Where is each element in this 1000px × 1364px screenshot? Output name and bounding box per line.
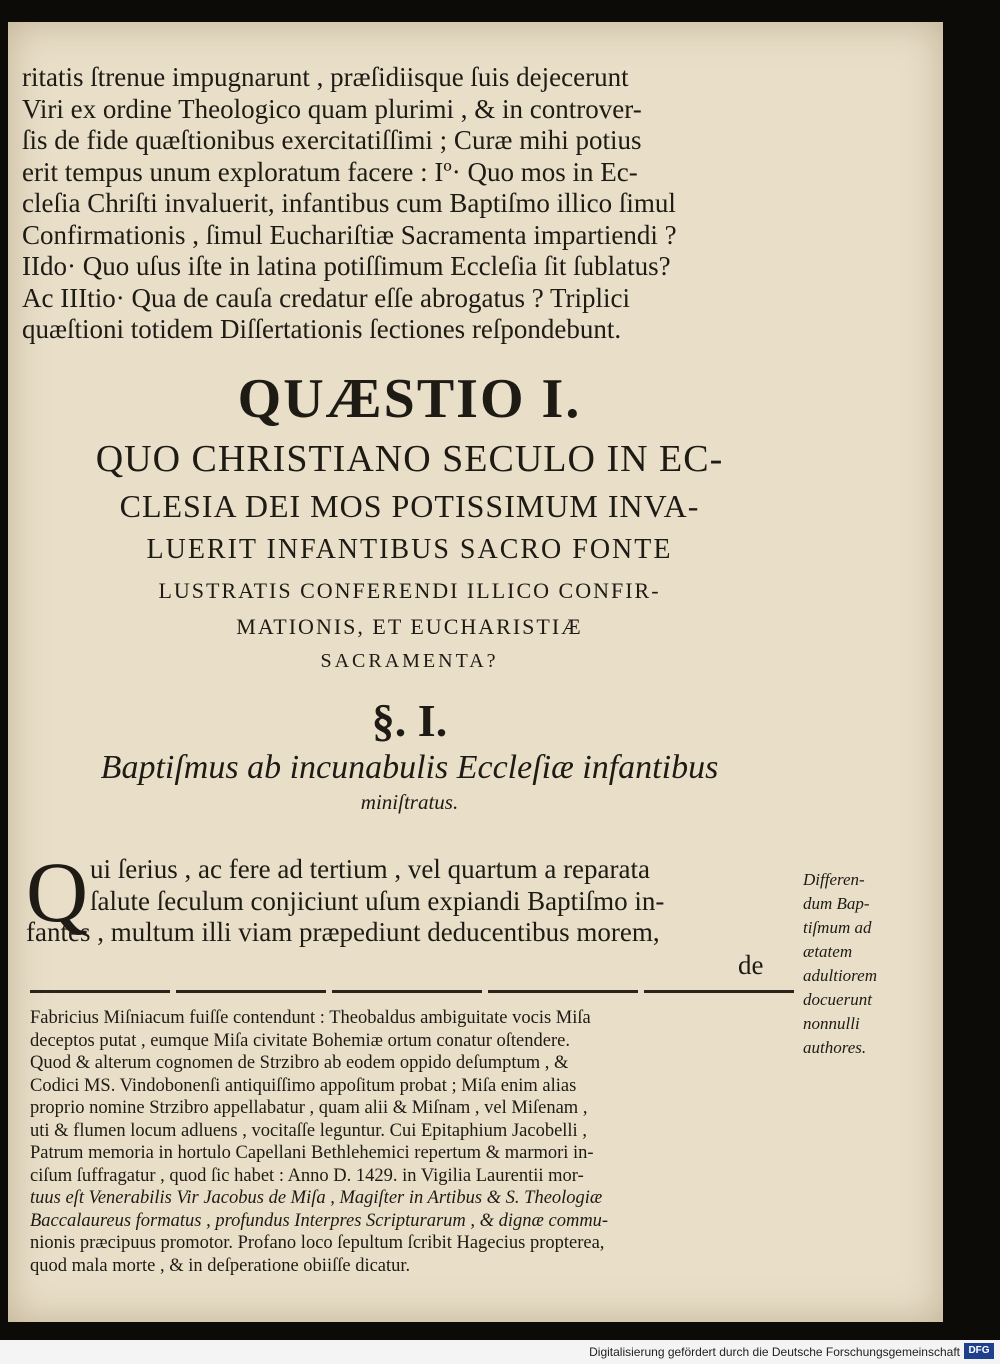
footnote-line: tuus eſt Venerabilis Vir Jacobus de Miſa , Magiſter in Artibus & S. Theologiæ: [30, 1188, 603, 1208]
text-line: fantes , multum illi viam præpediunt deducentibus morem,: [26, 917, 660, 947]
text-line: Ac IIItio· Qua de cauſa credatur eſſe abrogatus ? Triplici: [22, 282, 631, 313]
marginal-note: [803, 868, 938, 1060]
footnote-rule: [332, 990, 482, 993]
heading-caps-line: LUERIT INFANTIBUS SACRO FONTE: [146, 534, 673, 565]
text-line: Viri ex ordine Theologico quam plurimi , & in controver-: [22, 93, 642, 124]
text-line: ſis de fide quæſtionibus exercitatiſſimi ; Curæ mihi potius: [22, 125, 642, 155]
text-line: Confirmationis , ſimul Euchariſtiæ Sacramenta impartiendi ?: [22, 219, 677, 250]
top-paragraph: [22, 62, 797, 346]
section-subtitle: miniſtratus.: [360, 790, 459, 814]
text-line: ritatis ſtrenue impugnarunt , præſidiisque ſuis dejecerunt: [22, 62, 629, 92]
marginal-note-line: adultiorem: [803, 966, 877, 985]
footnote-rule: [176, 990, 326, 993]
marginal-note-line: docuerunt: [803, 990, 872, 1009]
footnote-line: deceptos putat , eumque Miſa civitate Bohemiæ ortum conatur oſtendere.: [30, 1030, 570, 1051]
text-line: ui ſerius , ac fere ad tertium , vel quartum a reparata: [90, 854, 650, 884]
marginal-note-line: Differen-: [803, 870, 865, 889]
marginal-note-line: tiſmum ad: [803, 918, 872, 937]
drop-cap: Q: [26, 844, 89, 940]
marginal-note-line: nonnulli: [803, 1014, 860, 1033]
footnote-line: ciſum ſuffragatur , quod ſic habet : Anno D. 1429. in Vigilia Laurentii mor-: [30, 1165, 584, 1186]
catchword: de: [738, 950, 764, 980]
section-title: Baptiſmus ab incunabulis Eccleſiæ infantibus: [100, 749, 719, 786]
footnote-line: Quod & alterum cognomen de Strzibro ab eodem oppido deſumptum , &: [30, 1053, 569, 1073]
heading-caps-line: MATIONIS, ET EUCHARISTIÆ: [236, 614, 583, 639]
footnote-line: Patrum memoria in hortulo Capellani Bethlehemici repertum & marmori in-: [30, 1143, 594, 1163]
footnote-line: uti & flumen locum adluens , vocitaſſe leguntur. Cui Epitaphium Jacobelli ,: [30, 1120, 587, 1141]
digitization-credit: Digitalisierung gefördert durch die Deutsche Forschungsgemeinschaft: [589, 1345, 960, 1359]
footnote-line: Baccalaureus formatus , profundus Interpres Scripturarum , & dignæ commu-: [30, 1210, 609, 1231]
text-line: ſalute ſeculum conjiciunt uſum expiandi Baptiſmo in-: [90, 885, 665, 916]
heading-caps-line: CLESIA DEI MOS POTISSIMUM INVA-: [119, 488, 700, 524]
footnote-line: Codici MS. Vindobonenſi antiquiſſimo appoſitum probat ; Miſa enim alias: [30, 1075, 577, 1096]
heading-caps-line: LUSTRATIS CONFERENDI ILLICO CONFIR-: [158, 578, 661, 603]
book-page: [8, 22, 943, 1322]
heading-caps-line: QUO CHRISTIANO SECULO IN EC-: [95, 438, 724, 480]
footnote-rule: [488, 990, 638, 993]
dfg-logo: DFG: [964, 1343, 994, 1359]
marginal-note-line: dum Bap-: [803, 894, 870, 913]
section-number: §. I.: [371, 695, 448, 746]
first-paragraph: [26, 854, 797, 949]
text-line: cleſia Chriſti invaluerit, infantibus cum Baptiſmo illico ſimul: [22, 188, 676, 218]
marginal-note-line: authores.: [803, 1038, 867, 1057]
footnote-block: [30, 1007, 798, 1277]
text-line: IIdo· Quo uſus iſte in latina potiſſimum Eccleſia ſit ſublatus?: [22, 251, 671, 281]
marginal-note-line: ætatem: [803, 942, 853, 961]
footnote-rule: [644, 990, 794, 993]
footnote-rule: [30, 990, 170, 993]
question-title: QUÆSTIO I.: [237, 368, 582, 430]
text-line: quæſtioni totidem Diſſertationis ſectiones reſpondebunt.: [22, 314, 622, 344]
footnote-line: proprio nomine Strzibro appellabatur , quam alii & Miſnam , vel Miſenam ,: [30, 1098, 588, 1118]
heading-caps-line: SACRAMENTA?: [320, 650, 499, 672]
text-line: erit tempus unum exploratum facere : Iº· Quo mos in Ec-: [22, 156, 638, 187]
footnote-line: Fabricius Miſniacum fuiſſe contendunt : Theobaldus ambiguitate vocis Miſa: [30, 1008, 591, 1028]
footnote-line: quod mala morte , & in deſperatione obiiſſe dicatur.: [30, 1255, 411, 1276]
footnote-line: nionis præcipuus promotor. Profano loco ſepultum ſcribit Hagecius propterea,: [30, 1233, 605, 1253]
